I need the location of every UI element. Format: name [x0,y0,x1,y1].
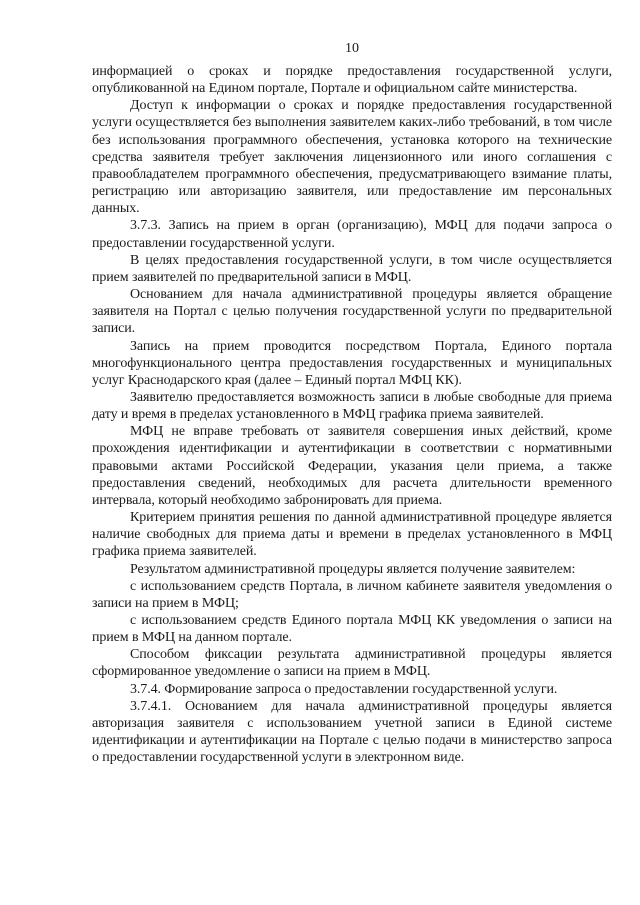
paragraph-result-portal: с использованием средств Портала, в личном кабинете заявителя уведомления о записи на прием в МФЦ; [92,578,612,611]
paragraph-mfc-restrictions: МФЦ не вправе требовать от заявителя совершения иных действий, кроме прохождения идентификации и аутентификации в соответствии с нормативными правовыми актами Российской Федерации, указания цели приема, а также предоставления сведений, необходимых для расчета длительности временного интервала, который необходимо забронировать для приема. [92,424,612,508]
paragraph-record-via-portal: Запись на прием проводится посредством Портала, Единого портала многофункционального центра предоставления государственных и муниципальных услуг Краснодарского края (далее – Единый портал МФЦ КК). [92,338,612,388]
paragraph-decision-criterion: Критерием принятия решения по данной административной процедуре является наличие свободных для приема даты и времени в пределах установленного в МФЦ графика приема заявителей. [92,510,612,560]
page-number: 10 [345,41,359,56]
paragraph-result-mfc-portal: с использованием средств Единого портала МФЦ КК уведомления о записи на прием в МФЦ на данном портале. [92,613,612,646]
section-heading-3-7-3: 3.7.3. Запись на прием в орган (организацию), МФЦ для подачи запроса о предоставлении государственной услуги. [92,218,612,251]
paragraph-access-info: Доступ к информации о сроках и порядке предоставления государственной услуги осуществляется без выполнения заявителем каких-либо требований, в том числе без использования программного обеспечения, установка которого на технические средства заявителя требует заключения лицензионного или иного соглашения с правообладателем программного обеспечения, предусматривающего взимание платы, регистрацию или авторизацию заявителя, или предоставление им персональных данных. [92,98,612,217]
paragraph-fixation-method: Способом фиксации результата административной процедуры является сформированное уведомление о записи на прием в МФЦ. [92,647,612,680]
paragraph-continuation: информацией о сроках и порядке предоставления государственной услуги, опубликованной на Едином портале, Портале и официальном сайте министерства. [92,64,612,97]
paragraph-3-7-4-1: 3.7.4.1. Основанием для начала административной процедуры является авторизация заявителя с использованием учетной записи в Единой системе идентификации и аутентификации на Портале с целью подачи в министерство запроса о предоставлении государственной услуги в электронном виде. [92,698,612,766]
section-heading-3-7-4: 3.7.4. Формирование запроса о предоставлении государственной услуги. [130,681,558,697]
document-body [92,63,612,766]
paragraph-procedure-result: Результатом административной процедуры является получение заявителем: [130,561,576,577]
paragraph-free-slots: Заявителю предоставляется возможность записи в любые свободные для приема дату и время в пределах установленного в МФЦ графика приема заявителей. [92,389,612,423]
paragraph-procedure-basis: Основанием для начала административной процедуры является обращение заявителя на Портал с целью получения государственной услуги по предварительной записи. [92,287,612,337]
paragraph-preliminary-record: В целях предоставления государственной услуги, в том числе осуществляется прием заявителей по предварительной записи в МФЦ. [92,252,612,285]
